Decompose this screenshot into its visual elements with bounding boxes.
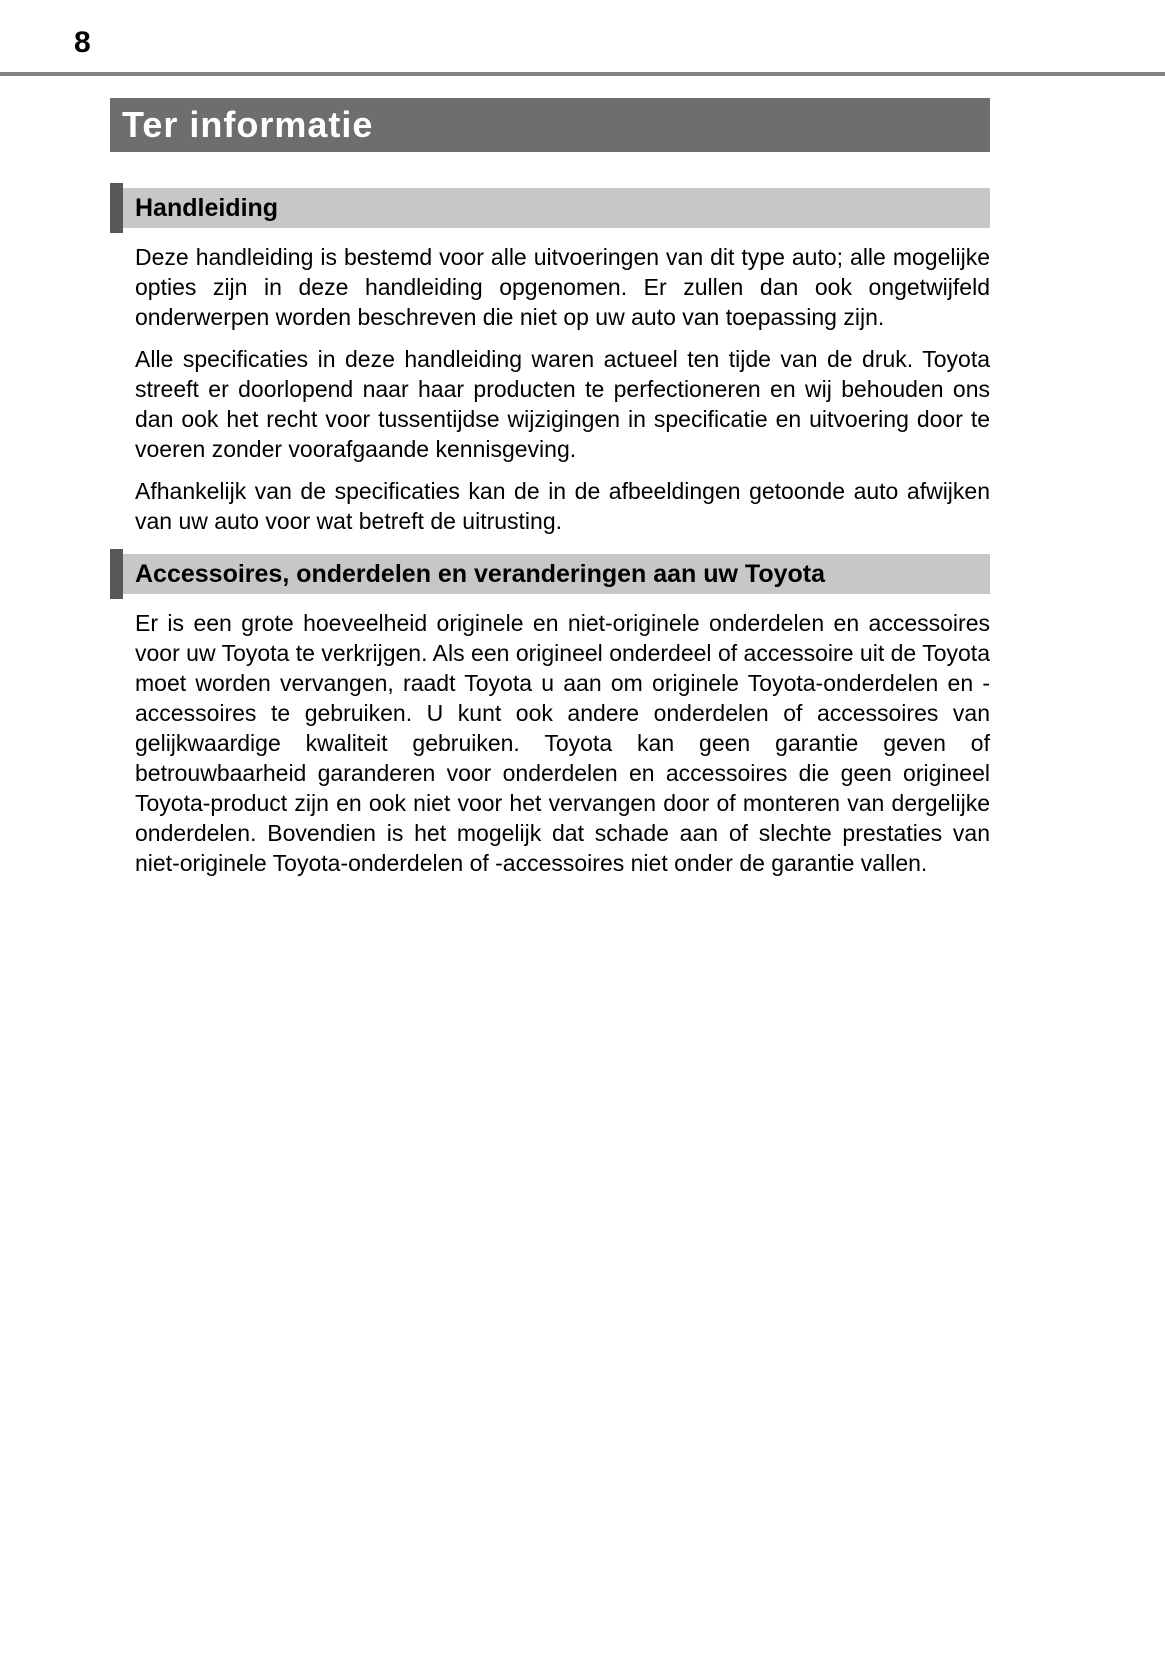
chapter-title: Ter informatie	[122, 104, 374, 145]
body-paragraph: Deze handleiding is bestemd voor alle uitvoeringen van dit type auto; alle mogelijke opties zijn in deze handleiding opgenomen. Er zullen dan ook ongetwijfeld onderwerpen worden beschreven die niet op uw auto van toepassing zijn.	[135, 244, 990, 330]
section-accessoires	[110, 554, 990, 878]
section-heading: Handleiding	[135, 193, 279, 222]
header-rule	[0, 72, 1165, 76]
page-number: 8	[74, 26, 92, 59]
section-handleiding	[110, 188, 990, 536]
body-paragraph: Afhankelijk van de specificaties kan de in de afbeeldingen getoonde auto afwijken van uw auto voor wat betreft de uitrusting.	[135, 478, 990, 534]
content-area	[110, 98, 990, 878]
section-accent-mark	[110, 183, 123, 233]
section-body	[135, 228, 990, 536]
body-paragraph: Er is een grote hoeveelheid originele en niet-originele onderdelen en accessoires voor uw Toyota te verkrijgen. Als een origineel onderdeel of accessoire uit de Toyota moet worden vervangen, raadt Toyota u aan om originele Toyota-onderdelen en -accessoires te gebruiken. U kunt ook andere onderdelen of accessoires van gelijkwaardige kwaliteit gebruiken. Toyota kan geen garantie geven of betrouwbaarheid garanderen voor onderdelen en accessoires die geen origineel Toyota-product zijn en ook niet voor het vervangen door of monteren van dergelijke onderdelen. Bovendien is het mogelijk dat schade aan of slechte prestaties van niet-originele Toyota-onderdelen of -accessoires niet onder de garantie vallen.	[135, 610, 990, 876]
section-heading: Accessoires, onderdelen en veranderingen aan uw Toyota	[135, 559, 826, 588]
section-accent-mark	[110, 549, 123, 599]
section-body	[135, 594, 990, 878]
body-paragraph: Alle specificaties in deze handleiding waren actueel ten tijde van de druk. Toyota streeft er doorlopend naar haar producten te perfectioneren en wij behouden ons dan ook het recht voor tussentijdse wijzigingen in specificatie en uitvoering door te voeren zonder voorafgaande kennisgeving.	[135, 346, 990, 462]
chapter-title-banner	[110, 98, 990, 152]
section-heading-bar	[110, 554, 990, 594]
section-heading-bar	[110, 188, 990, 228]
